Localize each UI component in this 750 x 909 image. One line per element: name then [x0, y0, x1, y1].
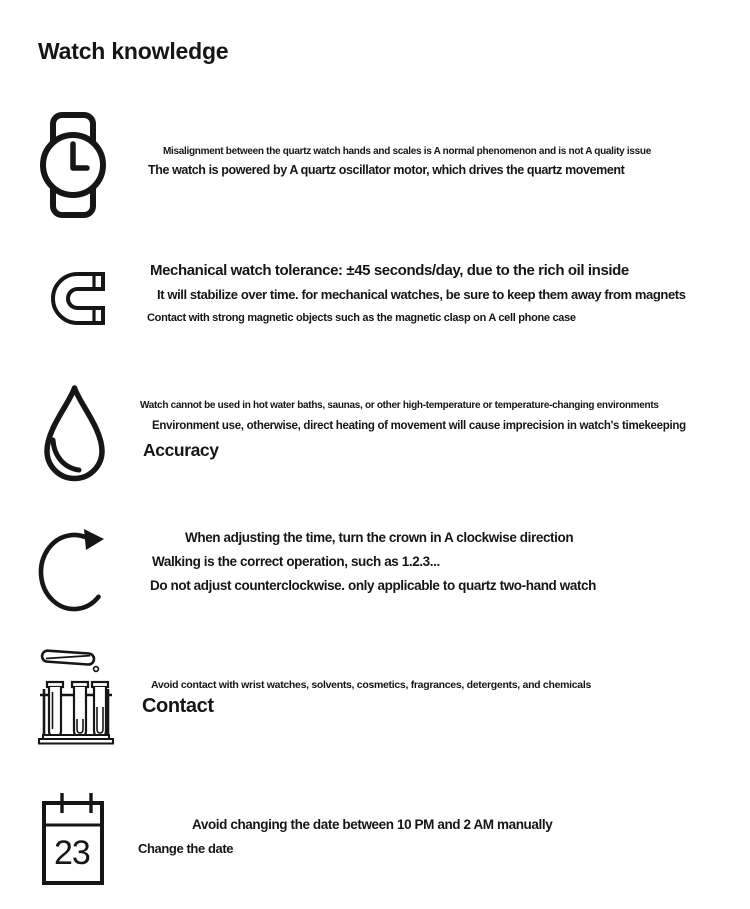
chemicals-note-line: Avoid contact with wrist watches, solvents, cosmetics, fragrances, detergents, and chemicals [151, 679, 591, 691]
calendar-day-number: 23 [54, 834, 90, 872]
magnet-headline: Mechanical watch tolerance: ±45 seconds/day, due to the rich oil inside [150, 262, 629, 279]
magnet-icon [50, 271, 106, 326]
magnet-subline: It will stabilize over time. for mechanical watches, be sure to keep them away from magnets [157, 287, 686, 302]
calendar-icon [42, 790, 104, 885]
page-title: Watch knowledge [38, 38, 229, 64]
crown-line-1: When adjusting the time, turn the crown in A clockwise direction [185, 530, 574, 545]
test-tubes-icon [37, 645, 115, 745]
clockwise-arrow-icon [38, 518, 110, 612]
crown-line-2: Walking is the correct operation, such as 1.2.3... [152, 554, 440, 569]
accuracy-note-line: Watch cannot be used in hot water baths, saunas, or other high-temperature or temperature-changing environments [140, 400, 659, 411]
accuracy-heading: Accuracy [143, 440, 219, 460]
accuracy-subline: Environment use, otherwise, direct heating of movement will cause imprecision in watch's timekeeping [152, 420, 686, 432]
magnet-note-line: Contact with strong magnetic objects such as the magnetic clasp on A cell phone case [147, 312, 576, 324]
contact-heading: Contact [142, 695, 214, 717]
date-note-line: Avoid changing the date between 10 PM and 2 AM manually [192, 817, 553, 832]
wristwatch-icon [40, 112, 106, 218]
crown-line-3: Do not adjust counterclockwise. only applicable to quartz two-hand watch [150, 578, 597, 593]
water-drop-icon [42, 384, 107, 484]
quartz-note-line: Misalignment between the quartz watch hands and scales is A normal phenomenon and is not A quality issue [163, 146, 651, 157]
date-heading: Change the date [138, 841, 234, 856]
quartz-main-line: The watch is powered by A quartz oscillator motor, which drives the quartz movement [148, 163, 625, 177]
